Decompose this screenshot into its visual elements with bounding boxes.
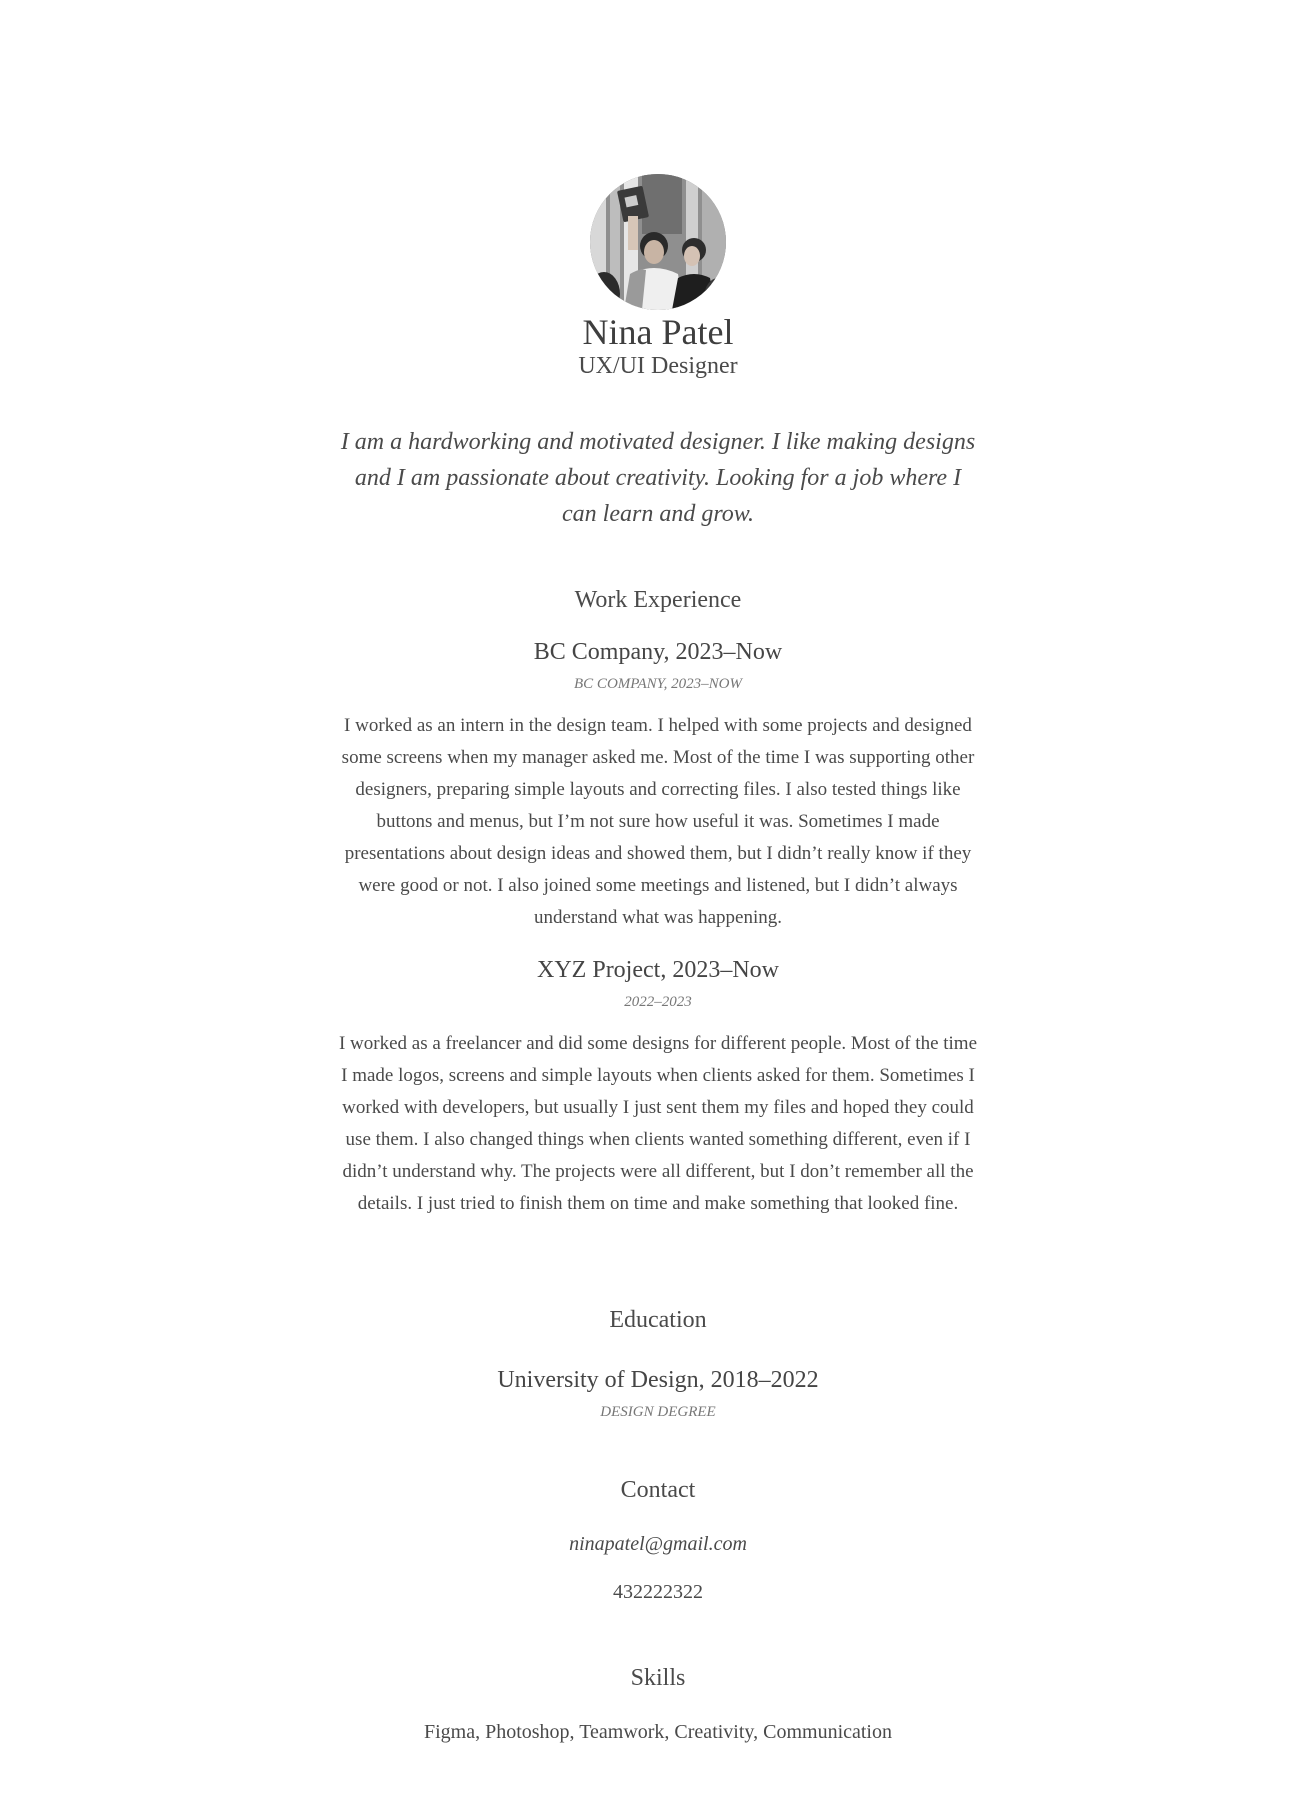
education-degree: DESIGN DEGREE bbox=[600, 1404, 716, 1420]
work-entry-subtitle: BC COMPANY, 2023–NOW bbox=[574, 676, 742, 692]
education-school: University of Design, 2018–2022 bbox=[497, 1367, 819, 1393]
profile-photo-icon bbox=[590, 174, 726, 310]
work-entry-subtitle: 2022–2023 bbox=[624, 994, 692, 1010]
education-heading: Education bbox=[609, 1307, 707, 1333]
work-entry-title: BC Company, 2023–Now bbox=[533, 639, 783, 665]
contact-phone: 432222322 bbox=[613, 1581, 703, 1603]
work-entry-description: I worked as a freelancer and did some designs for different people. Most of the time I made logos, screens and simple layouts when clients asked for them. Sometimes I worked with developers, but usually I just sent them my files and hoped they could use them. I also changed things when clients wanted something different, even if I didn’t understand why. The projects were all different, but I don’t remember all the details. I just tried to finish them on time and make something that looked fine. bbox=[338, 1033, 978, 1214]
profile-name: Nina Patel bbox=[582, 312, 734, 352]
skills-heading: Skills bbox=[630, 1665, 686, 1691]
work-experience-heading: Work Experience bbox=[574, 587, 742, 613]
contact-heading: Contact bbox=[620, 1477, 696, 1503]
contact-email: ninapatel@gmail.com bbox=[569, 1533, 747, 1555]
profile-summary: I am a hardworking and motivated designer. I like making designs and I am passionate about creativity. Looking for a job where I can learn and grow. bbox=[340, 429, 976, 527]
profile-role: UX/UI Designer bbox=[578, 353, 738, 379]
work-entry-title: XYZ Project, 2023–Now bbox=[537, 957, 779, 983]
profile-photo bbox=[590, 174, 726, 310]
work-entry-description: I worked as an intern in the design team. I helped with some projects and designed some screens when my manager asked me. Most of the time I was supporting other designers, preparing simple layouts and correcting files. I also tested things like buttons and menus, but I’m not sure how useful it was. Sometimes I made presentations about design ideas and showed them, but I didn’t really know if they were good or not. I also joined some meetings and listened, but I didn’t always understand what was happening. bbox=[341, 715, 975, 928]
skills-list: Figma, Photoshop, Teamwork, Creativity, Communication bbox=[423, 1721, 892, 1743]
